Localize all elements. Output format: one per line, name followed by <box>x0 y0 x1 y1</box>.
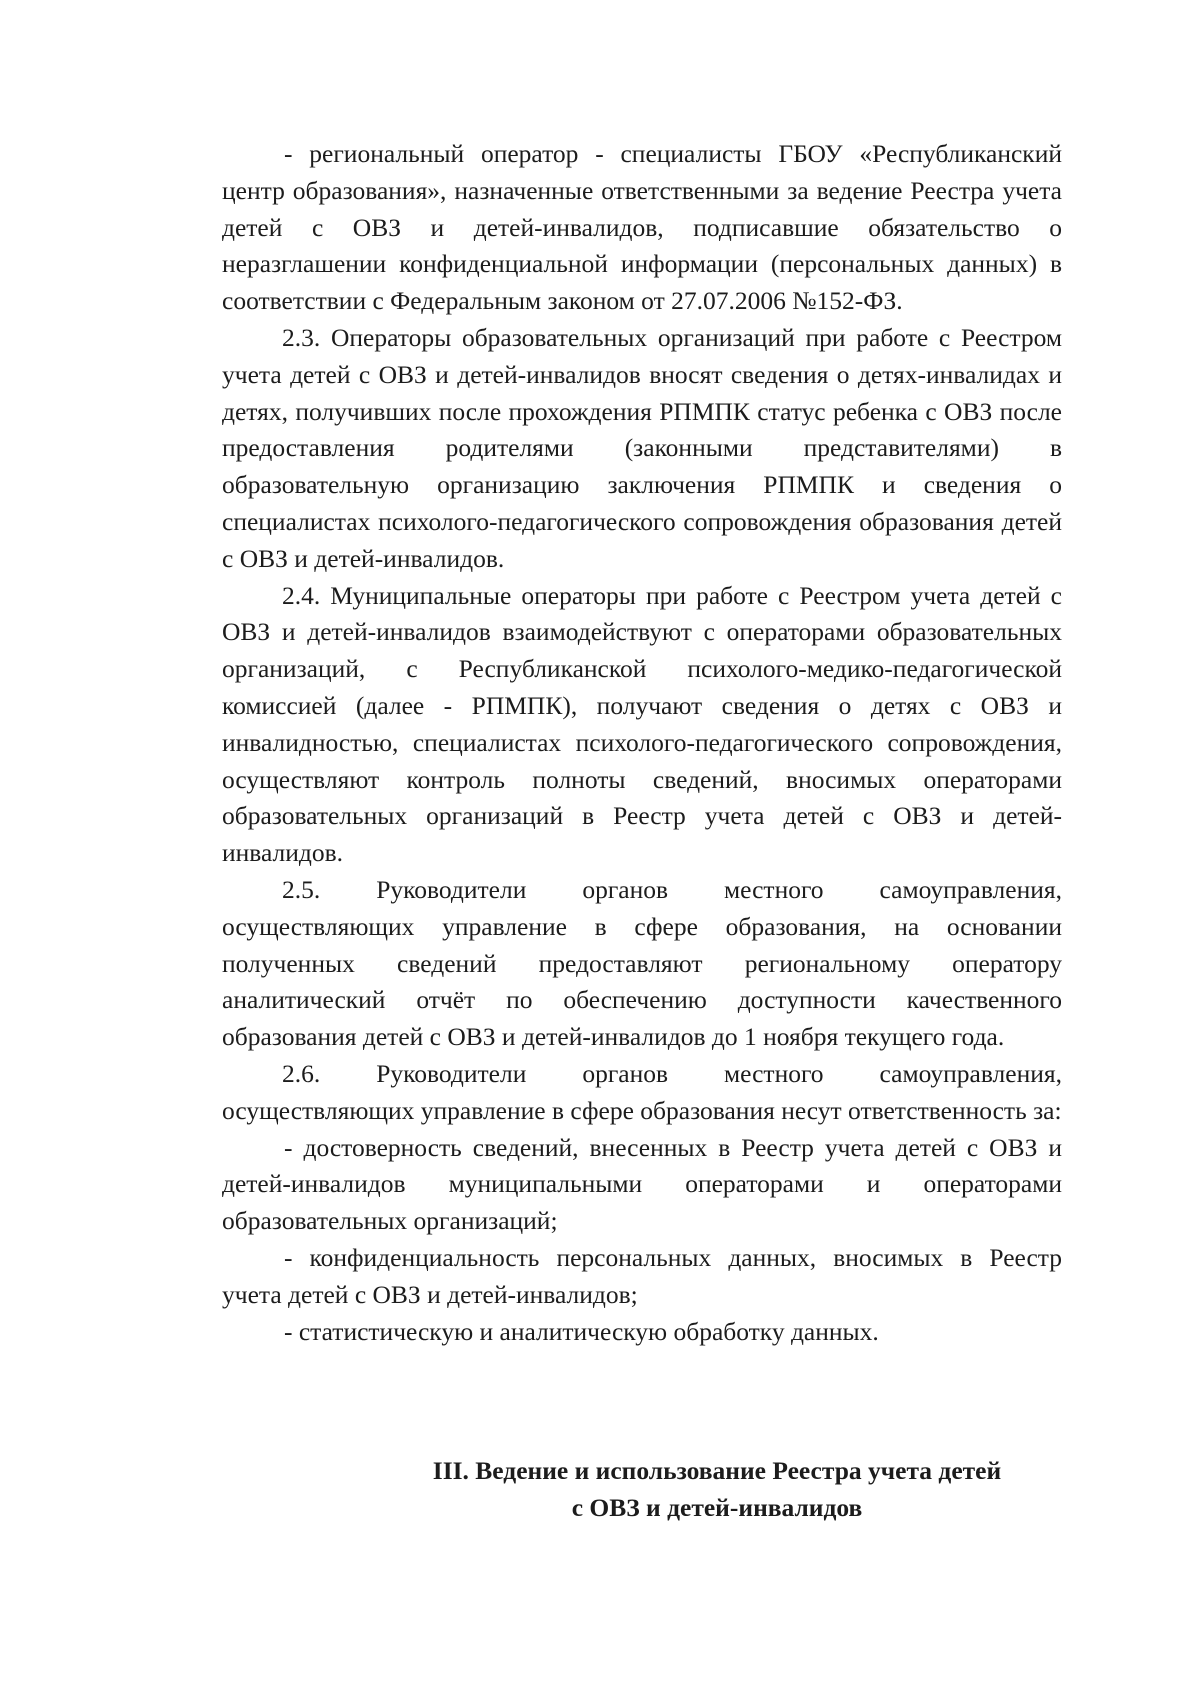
paragraph-regional-operator: - региональный оператор - специалисты ГБОУ «Республиканский центр образования», назначенные ответственными за ведение Реестра учета детей с ОВЗ и детей-инвалидов, подписавшие обязательство о неразглашении конфиденциальной информации (персональных данных) в соответствии с Федеральным законом от 27.07.2006 №152-ФЗ. <box>222 139 1062 316</box>
section-heading-line-2: с ОВЗ и детей-инвалидов <box>571 1493 863 1522</box>
list-item-statistics: - статистическую и аналитическую обработку данных. <box>284 1316 879 1346</box>
section-heading-line-1: III. Ведение и использование Реестра учета детей <box>432 1456 1002 1485</box>
list-item-confidentiality: - конфиденциальность персональных данных, вносимых в Реестр учета детей с ОВЗ и детей-инвалидов; <box>222 1242 1062 1309</box>
paragraph-2-6: 2.6. Руководители органов местного самоуправления, осуществляющих управление в сфере образования несут ответственность за: <box>222 1058 1062 1125</box>
paragraph-2-3: 2.3. Операторы образовательных организаций при работе с Реестром учета детей с ОВЗ и детей-инвалидов вносят сведения о детях-инвалидах и детях, получивших после прохождения РПМПК статус ребенка с ОВЗ после предоставления родителями (законными представителями) в образовательную организацию заключения РПМПК и сведения о специалистах психолого-педагогического сопровождения образования детей с ОВЗ и детей-инвалидов. <box>222 322 1062 573</box>
section-heading <box>222 1452 1062 1526</box>
paragraph-2-4: 2.4. Муниципальные операторы при работе с Реестром учета детей с ОВЗ и детей-инвалидов взаимодействуют с операторами образовательных организаций, с Республиканской психолого-медико-педагогической комиссией (далее - РПМПК), получают сведения о детях с ОВЗ и инвалидностью, специалистах психолого-педагогического сопровождения, осуществляют контроль полноты сведений, вносимых операторами образовательных организаций в Реестр учета детей с ОВЗ и детей-инвалидов. <box>222 580 1062 868</box>
list-item-reliability: - достоверность сведений, внесенных в Реестр учета детей с ОВЗ и детей-инвалидов муниципальными операторами и операторами образовательных организаций; <box>222 1132 1062 1236</box>
document-body <box>222 136 1062 1350</box>
paragraph-2-5: 2.5. Руководители органов местного самоуправления, осуществляющих управление в сфере образования, на основании полученных сведений предоставляют региональному оператору аналитический отчёт по обеспечению доступности качественного образования детей с ОВЗ и детей-инвалидов до 1 ноября текущего года. <box>222 874 1062 1052</box>
